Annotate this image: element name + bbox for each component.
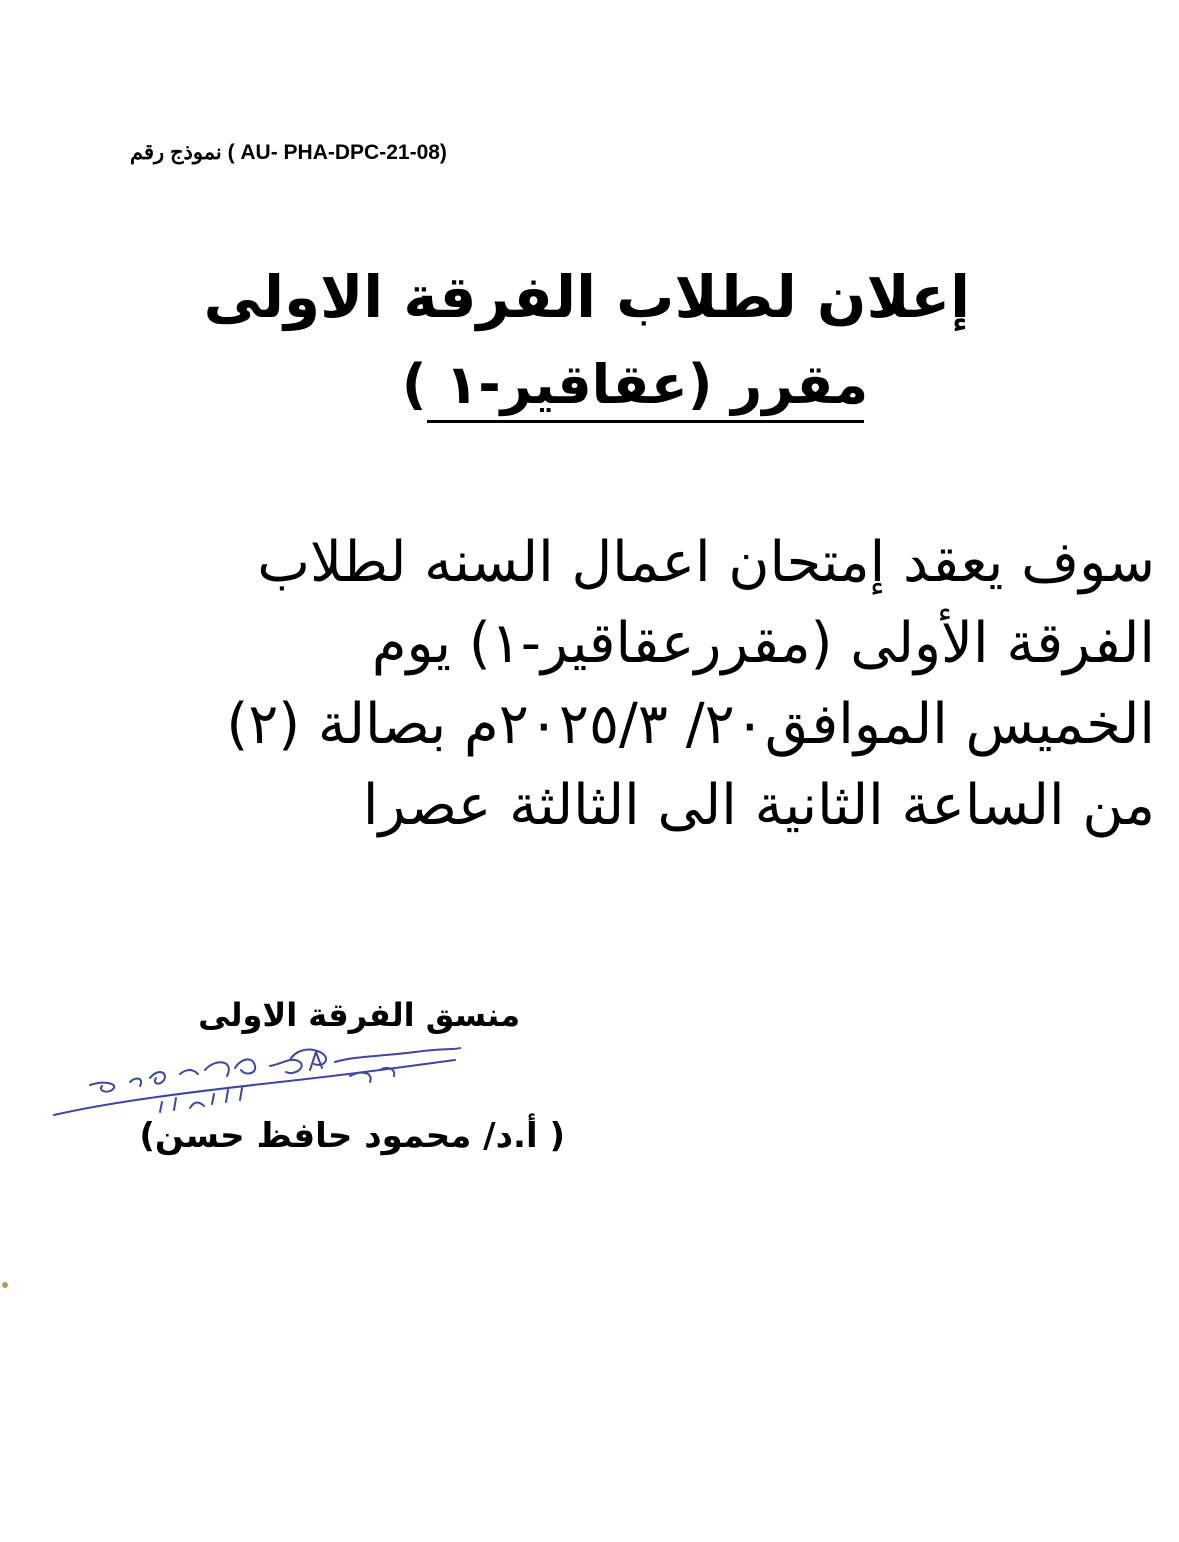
announcement-title: إعلان لطلاب الفرقة الاولى xyxy=(203,263,970,331)
body-line: سوف يعقد إمتحان اعمال السنه لطلاب xyxy=(257,530,1155,595)
coordinator-title: منسق الفرقة الاولى xyxy=(198,996,520,1034)
announcement-body xyxy=(130,522,1155,846)
paper-speck xyxy=(2,1282,8,1288)
coordinator-name: ( أ.د/ محمود حافظ حسن) xyxy=(139,1116,565,1156)
form-number: نموذج رقم ( AU- PHA-DPC-21-08) xyxy=(130,141,447,164)
body-line: من الساعة الثانية الى الثالثة عصرا xyxy=(362,773,1155,838)
body-line: الفرقة الأولى (مقررعقاقير-١) يوم xyxy=(371,611,1155,676)
course-underline xyxy=(427,420,864,423)
course-name: مقرر (عقاقير-١ ) xyxy=(401,353,869,416)
body-line: الخميس الموافق٢٠/ ٢٠٢٥/٣م بصالة (٢) xyxy=(226,692,1155,757)
